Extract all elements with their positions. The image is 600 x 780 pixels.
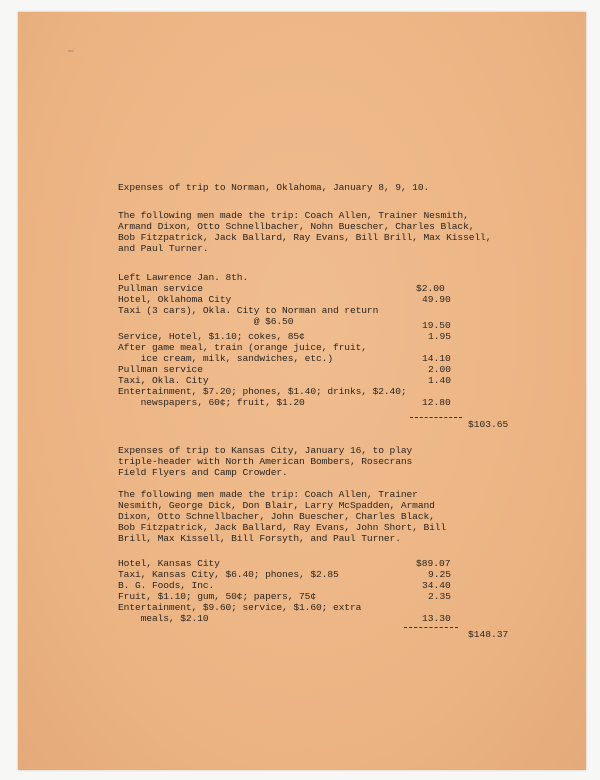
trip1-item-amount: 1.40 <box>428 375 452 386</box>
trip2-men-line: The following men made the trip: Coach Allen, Trainer <box>118 489 418 500</box>
trip1-men-line: Armand Dixon, Otto Schnellbacher, Nohn Buescher, Charles Black, <box>118 221 475 232</box>
trip2-item-text: Entertainment, $9.60; service, $1.60; extra <box>118 602 362 613</box>
trip1-item-text: Pullman service <box>118 364 203 375</box>
trip2-title-line: Field Flyers and Camp Crowder. <box>118 467 288 478</box>
trip1-total: $103.65 <box>468 419 509 430</box>
trip1-item-text: Service, Hotel, $1.10; cokes, 85¢ <box>118 331 305 342</box>
trip1-item-text: ice cream, milk, sandwiches, etc.) <box>118 353 333 364</box>
total-rule <box>410 417 462 418</box>
trip2-item-amount: 9.25 <box>428 569 452 580</box>
trip1-item-amount: 14.10 <box>422 353 451 364</box>
trip1-item-text: @ $6.50 <box>118 316 294 327</box>
trip2-total: $148.37 <box>468 629 509 640</box>
trip1-item-text: After game meal, train (orange juice, fruit, <box>118 342 367 353</box>
trip2-item-text: meals, $2.10 <box>118 613 209 624</box>
trip1-item-amount: 19.50 <box>422 320 451 331</box>
trip1-men-line: and Paul Turner. <box>118 243 209 254</box>
trip1-item-text: Left Lawrence Jan. 8th. <box>118 272 249 283</box>
trip2-title-line: triple-header with North American Bombers, Rosecrans <box>118 456 413 467</box>
trip1-item-text: newspapers, 60¢; fruit, $1.20 <box>118 397 305 408</box>
trip1-item-amount: 49.90 <box>422 294 451 305</box>
trip1-item-text: Taxi, Okla. City <box>118 375 209 386</box>
trip1-item-text: Hotel, Oklahoma City <box>118 294 232 305</box>
trip2-item-amount: $89.07 <box>416 558 451 569</box>
paper-speck <box>68 50 74 52</box>
trip1-item-amount: 1.95 <box>428 331 452 342</box>
trip1-men-line: Bob Fitzpatrick, Jack Ballard, Ray Evans, Bill Brill, Max Kissell, <box>118 232 492 243</box>
trip2-men-line: Bob Fitzpatrick, Jack Ballard, Ray Evans, John Short, Bill <box>118 522 447 533</box>
document-page <box>18 12 586 770</box>
total-rule <box>404 627 458 628</box>
trip2-men-line: Dixon, Otto Schnellbacher, John Buescher, Charles Black, <box>118 511 435 522</box>
trip2-item-text: Taxi, Kansas City, $6.40; phones, $2.85 <box>118 569 339 580</box>
trip2-men-line: Nesmith, George Dick, Don Blair, Larry McSpadden, Armand <box>118 500 435 511</box>
trip1-item-text: Entertainment, $7.20; phones, $1.40; drinks, $2.40; <box>118 386 407 397</box>
trip1-title: Expenses of trip to Norman, Oklahoma, January 8, 9, 10. <box>118 182 430 193</box>
trip2-item-text: Hotel, Kansas City <box>118 558 220 569</box>
trip2-item-amount: 2.35 <box>428 591 452 602</box>
trip2-item-text: B. G. Foods, Inc. <box>118 580 215 591</box>
trip2-item-amount: 34.40 <box>422 580 451 591</box>
trip1-item-amount: 2.00 <box>428 364 452 375</box>
trip2-men-line: Brill, Max Kissell, Bill Forsyth, and Paul Turner. <box>118 533 401 544</box>
trip1-item-text: Pullman service <box>118 283 203 294</box>
trip1-item-amount: $2.00 <box>416 283 445 294</box>
trip2-item-text: Fruit, $1.10; gum, 50¢; papers, 75¢ <box>118 591 317 602</box>
trip1-item-amount: 12.80 <box>422 397 451 408</box>
trip2-item-amount: 13.30 <box>422 613 451 624</box>
trip1-item-text: Taxi (3 cars), Okla. City to Norman and return <box>118 305 379 316</box>
trip2-title-line: Expenses of trip to Kansas City, January 16, to play <box>118 445 413 456</box>
trip1-men-line: The following men made the trip: Coach Allen, Trainer Nesmith, <box>118 210 469 221</box>
